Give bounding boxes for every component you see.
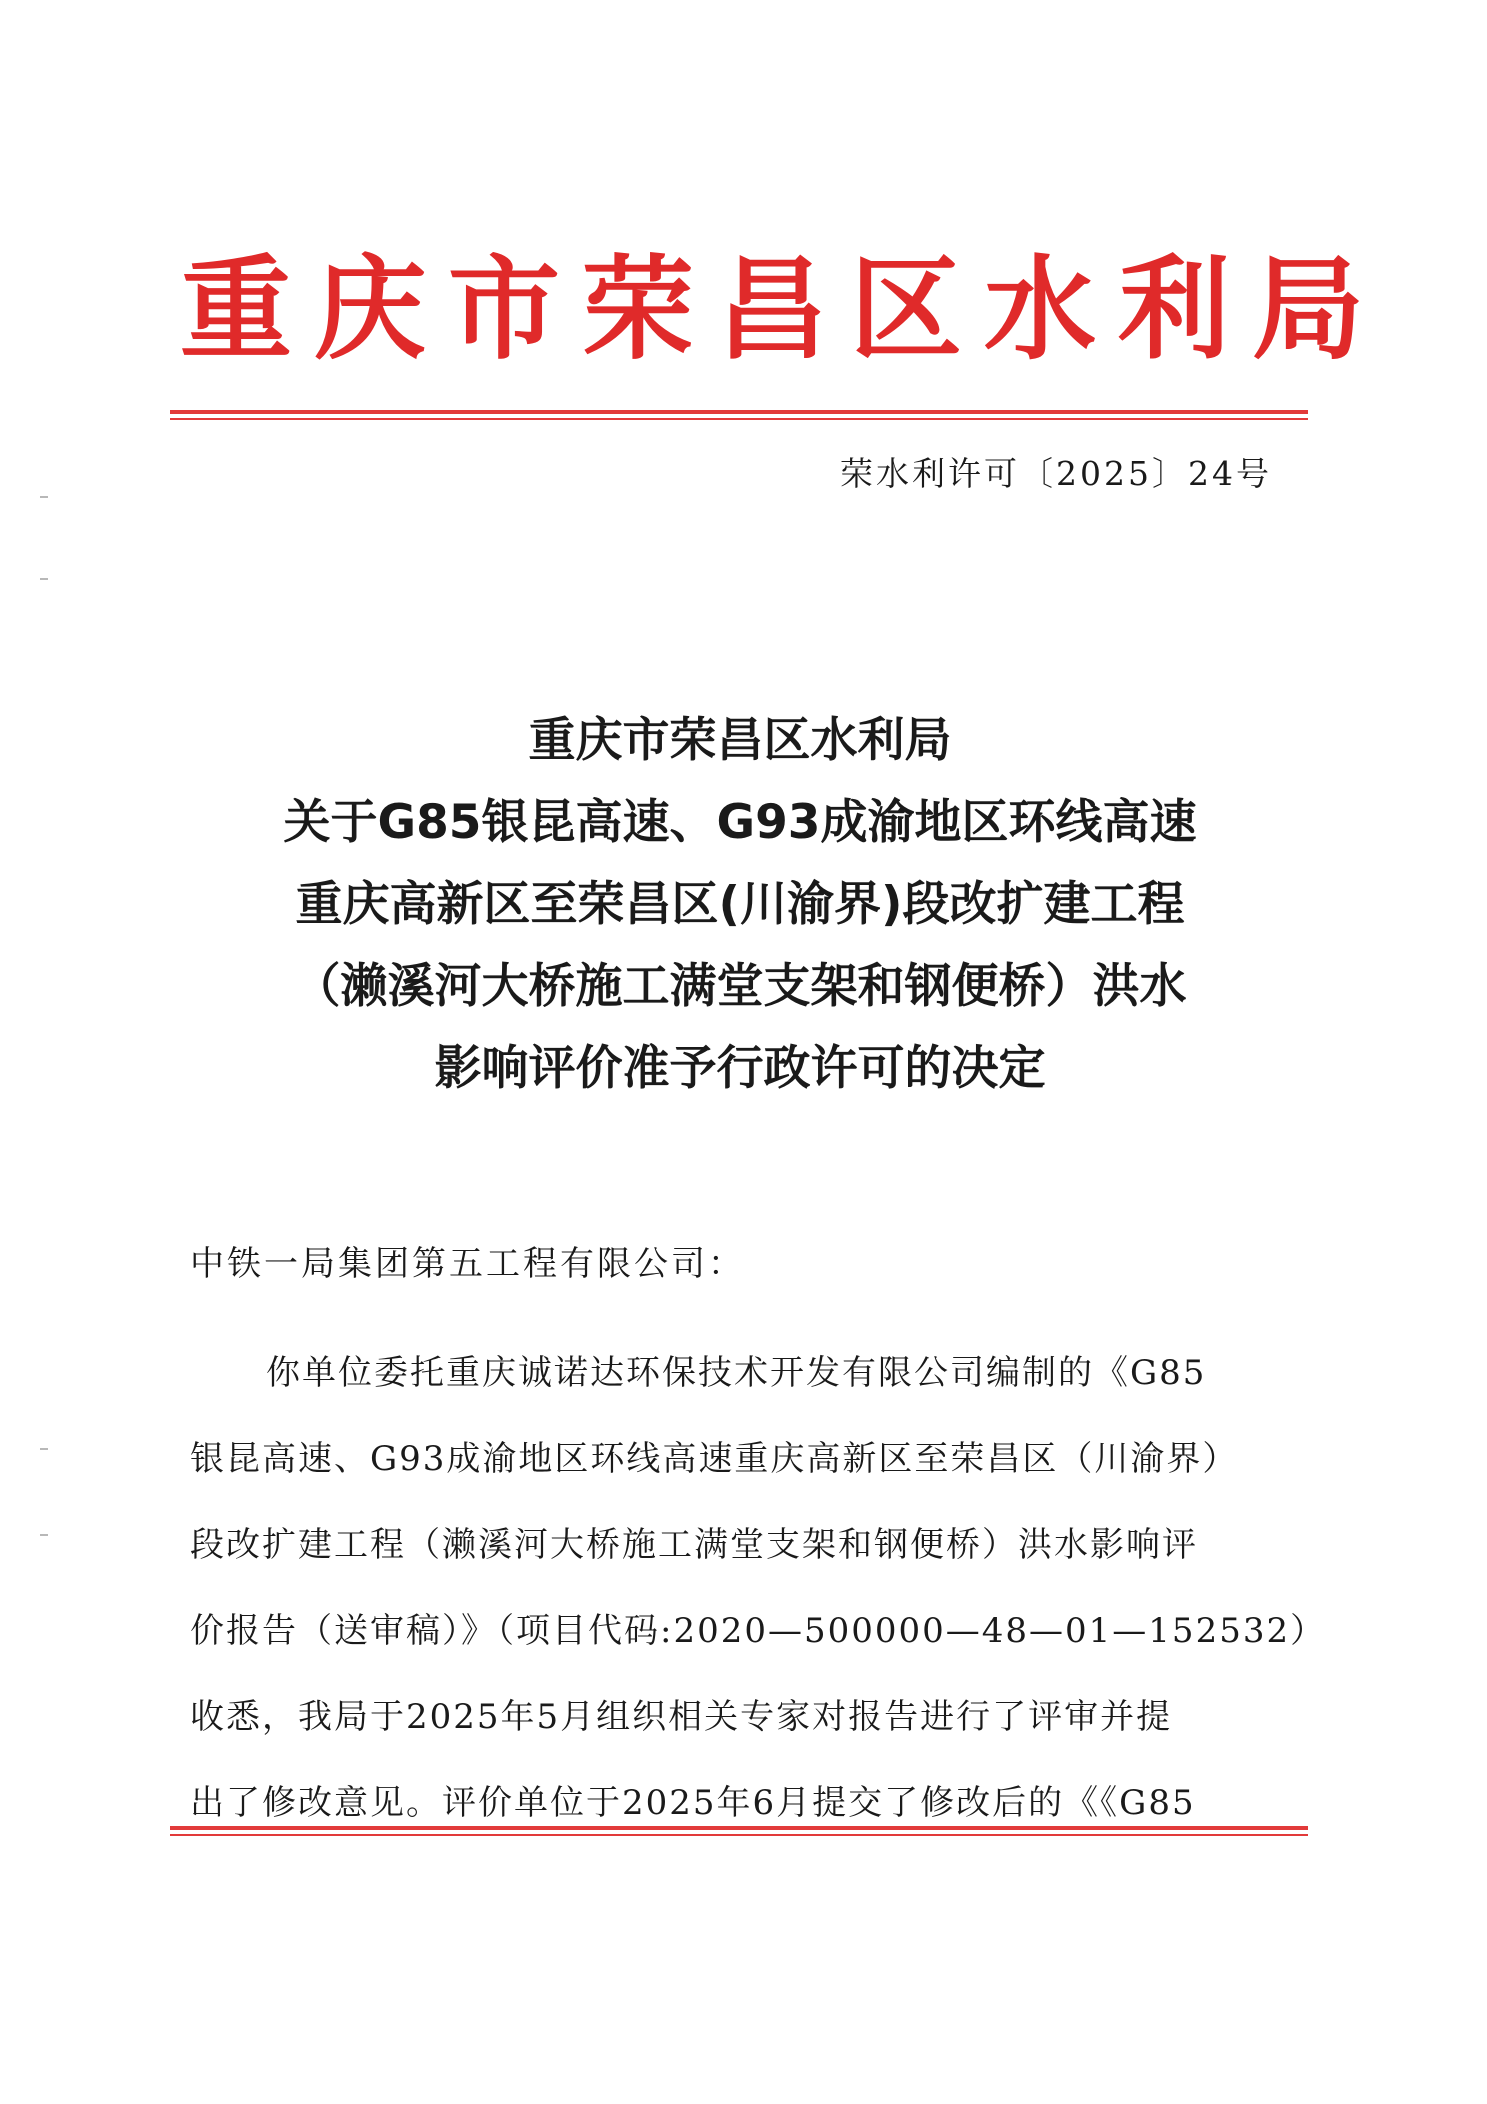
header-red-rule	[170, 410, 1308, 414]
scan-margin-mark	[40, 1534, 48, 1536]
body-line: 段改扩建工程（濑溪河大桥施工满堂支架和钢便桥）洪水影响评	[190, 1525, 1198, 1565]
body-line: 你单位委托重庆诚诺达环保技术开发有限公司编制的《G85	[266, 1353, 1207, 1393]
title-line: （濑溪河大桥施工满堂支架和钢便桥）洪水	[293, 959, 1187, 1014]
scan-margin-mark	[40, 1448, 48, 1450]
body-paragraph	[190, 1330, 1327, 1846]
document-title	[180, 700, 1300, 1110]
title-line: 重庆高新区至荣昌区(川渝界)段改扩建工程	[295, 877, 1185, 932]
body-line: 收悉，我局于2025年5月组织相关专家对报告进行了评审并提	[190, 1697, 1173, 1737]
header-red-rule-thin	[170, 418, 1308, 420]
organization-header: 重庆市荣昌区水利局	[180, 245, 1386, 375]
title-line: 关于G85银昆高速、G93成渝地区环线高速	[283, 795, 1197, 850]
addressee: 中铁一局集团第五工程有限公司：	[190, 1244, 745, 1284]
footer-red-rule-thin	[170, 1834, 1308, 1836]
document-number: 荣水利许可〔2025〕24号	[840, 454, 1272, 493]
scan-margin-mark	[40, 496, 48, 498]
title-line: 影响评价准予行政许可的决定	[434, 1041, 1046, 1096]
body-line: 价报告（送审稿）》（项目代码:2020—500000—48—01—152532）	[190, 1611, 1327, 1651]
body-line: 出了修改意见。评价单位于2025年6月提交了修改后的《《G85	[190, 1783, 1196, 1823]
footer-red-rule	[170, 1826, 1308, 1830]
scan-margin-mark	[40, 578, 48, 580]
title-line: 重庆市荣昌区水利局	[528, 713, 952, 768]
body-line: 银昆高速、G93成渝地区环线高速重庆高新区至荣昌区（川渝界）	[190, 1439, 1239, 1479]
